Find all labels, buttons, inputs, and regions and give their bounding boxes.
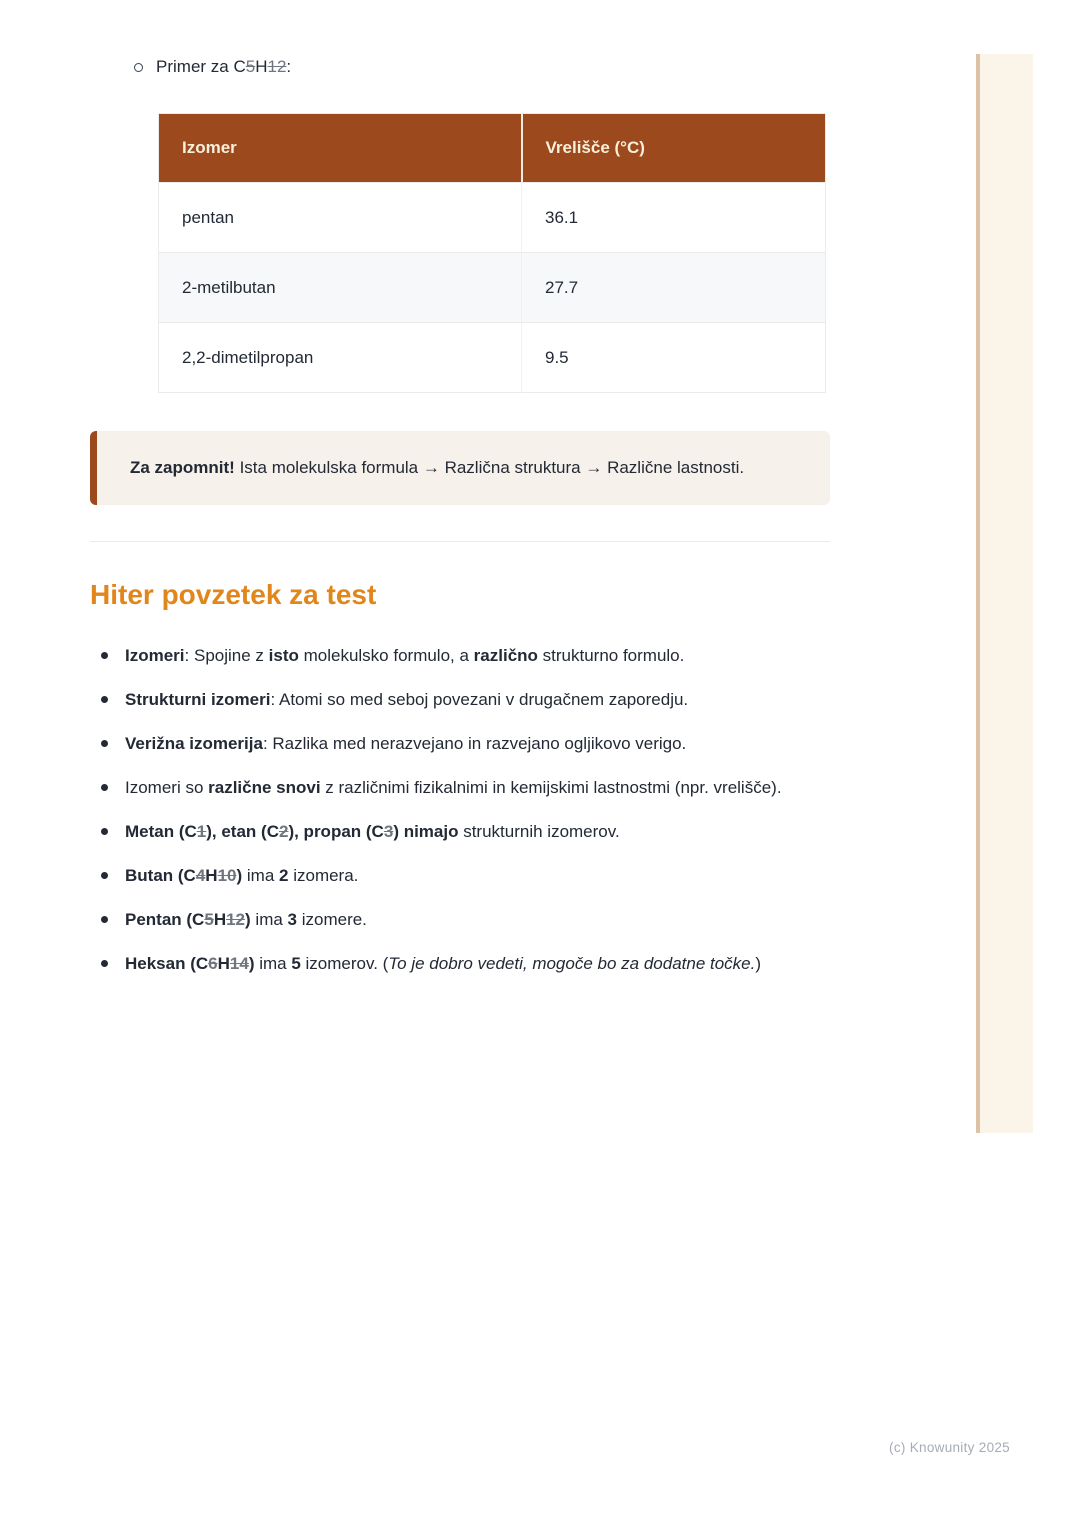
cell-vrelisce: 9.5 [522, 323, 826, 393]
cell-izomer: 2-metilbutan [159, 253, 522, 323]
cell-izomer: pentan [159, 183, 522, 253]
summary-list [90, 639, 830, 980]
list-item-text: Strukturni izomeri: Atomi so med seboj povezani v drugačnem zaporedju. [125, 690, 689, 709]
isomer-boiling-point-table [158, 113, 826, 393]
table-row [159, 183, 826, 253]
section-divider [90, 541, 830, 542]
callout-text: Za zapomnit! Ista molekulska formula → Različna struktura → Različne lastnosti. [130, 458, 745, 477]
document-content [90, 0, 830, 991]
circle-bullet-icon [134, 63, 143, 72]
list-item [90, 727, 830, 760]
cell-izomer: 2,2-dimetilpropan [159, 323, 522, 393]
copyright-footer: (c) Knowunity 2025 [889, 1440, 1010, 1455]
list-item [90, 683, 830, 716]
intro-text: Primer za C5H12: [156, 57, 292, 76]
list-item [90, 771, 830, 804]
list-item [90, 639, 830, 672]
callout-note [90, 431, 830, 505]
list-item-text: Verižna izomerija: Razlika med nerazvejano in razvejano ogljikovo verigo. [125, 734, 687, 753]
cell-vrelisce: 27.7 [522, 253, 826, 323]
list-item-primer [134, 57, 830, 77]
list-item [90, 903, 830, 936]
list-item-text: Metan (C1), etan (C2), propan (C3) nimajo strukturnih izomerov. [125, 822, 620, 841]
table-header-row [159, 114, 826, 183]
list-item-text: Izomeri: Spojine z isto molekulsko formulo, a različno strukturno formulo. [125, 646, 685, 665]
list-item [90, 947, 830, 980]
list-item-text: Butan (C4H10) ima 2 izomera. [125, 866, 359, 885]
list-item-text: Izomeri so različne snovi z različnimi fizikalnimi in kemijskimi lastnostmi (npr. vrelišče). [125, 778, 782, 797]
column-header-izomer: Izomer [159, 114, 522, 183]
list-item-text: Heksan (C6H14) ima 5 izomerov. (To je dobro vedeti, mogoče bo za dodatne točke.) [125, 954, 762, 973]
section-heading: Hiter povzetek za test [90, 579, 377, 610]
list-item [90, 859, 830, 892]
cell-vrelisce: 36.1 [522, 183, 826, 253]
list-item [90, 815, 830, 848]
column-header-vrelisce: Vrelišče (°C) [522, 114, 826, 183]
page-edge-panel [976, 54, 1033, 1133]
table-row [159, 253, 826, 323]
list-item-text: Pentan (C5H12) ima 3 izomere. [125, 910, 367, 929]
table-row [159, 323, 826, 393]
